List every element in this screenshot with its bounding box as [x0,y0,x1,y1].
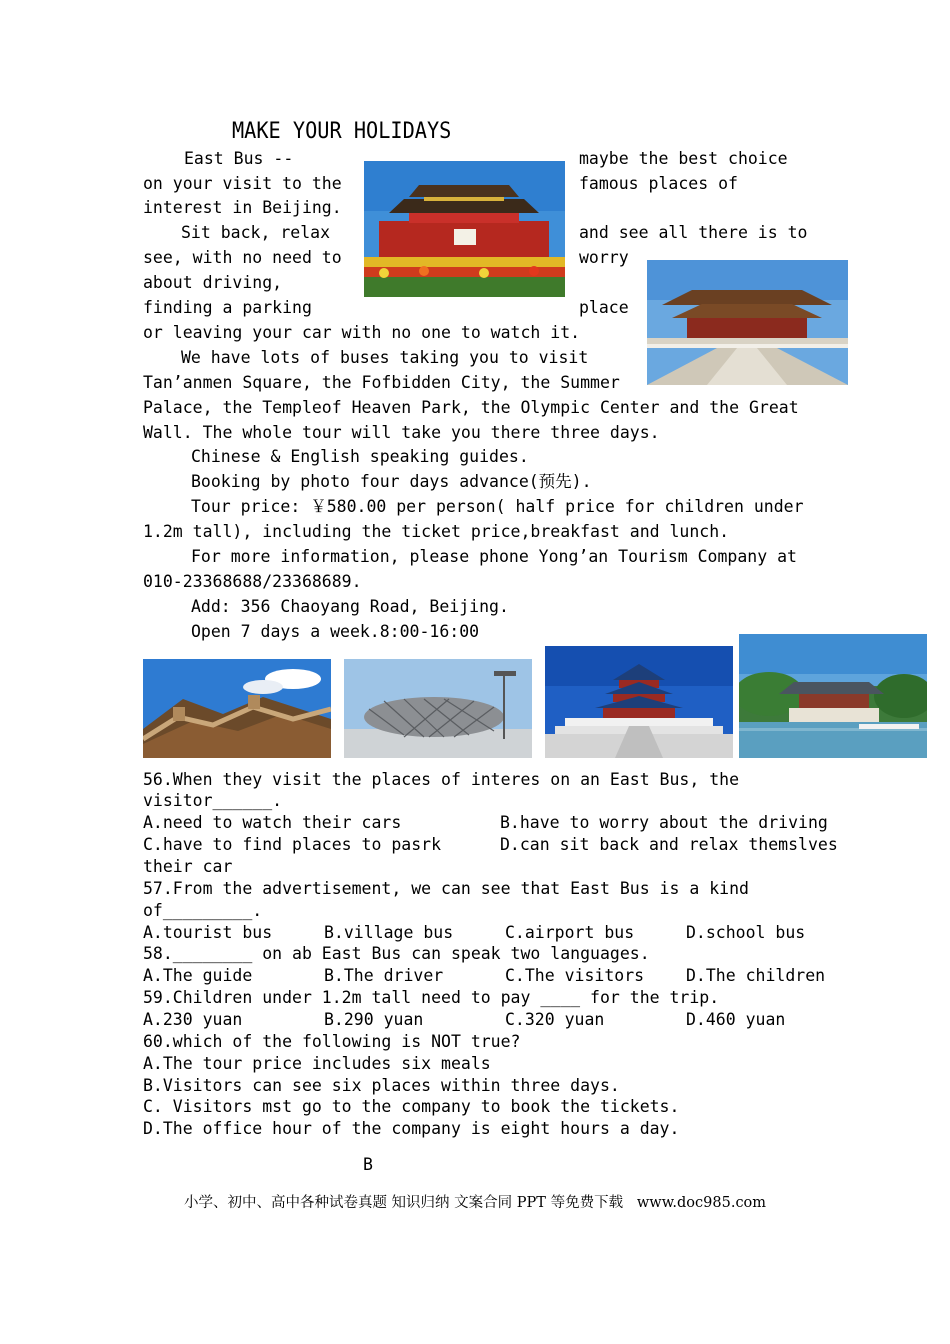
question-56: 56.When they visit the places of interes on an East Bus, the [143,770,740,789]
option-57-a: A.tourist bus [143,923,273,942]
option-56-cont: their car [143,857,233,876]
option-57-c: C.airport bus [505,923,635,942]
birds-nest-photo [344,659,532,758]
ad-text: Sit back, relax [181,223,331,242]
ad-text: For more information, please phone Yong’an Tourism Company at [191,547,797,566]
ad-text: place [579,298,629,317]
ad-text: We have lots of buses taking you to visit [181,348,589,367]
ad-text: Add: 356 Chaoyang Road, Beijing. [191,597,509,616]
ad-text: 1.2m tall), including the ticket price,breakfast and lunch. [143,522,730,541]
section-label: B [363,1155,373,1174]
option-56-b: B.have to worry about the driving [500,813,828,832]
ad-text: Wall. The whole tour will take you there three days. [143,423,660,442]
option-58-d: D.The children [686,966,826,985]
option-60-d: D.The office hour of the company is eight hours a day. [143,1119,680,1138]
summer-palace-photo [739,634,927,758]
question-58: 58.________ on ab East Bus can speak two languages. [143,944,650,963]
ad-text: maybe the best choice [579,149,788,168]
option-57-b: B.village bus [324,923,454,942]
ad-text: famous places of [579,174,738,193]
option-56-d: D.can sit back and relax themslves [500,835,838,854]
forbidden-city-photo [647,260,848,385]
ad-text: finding a parking [143,298,312,317]
option-58-c: C.The visitors [505,966,645,985]
ad-text: Chinese & English speaking guides. [191,447,529,466]
ad-text: and see all there is to [579,223,808,242]
option-59-c: C.320 yuan [505,1010,605,1029]
ad-text: interest in Beijing. [143,198,342,217]
ad-text: or leaving your car with no one to watch it. [143,323,581,342]
option-60-c: C. Visitors mst go to the company to book the tickets. [143,1097,680,1116]
ad-text: Tour price: ￥580.00 per person( half price for children under [191,497,804,516]
option-57-d: D.school bus [686,923,806,942]
ad-text: worry [579,248,629,267]
ad-text: Booking by photo four days advance(预先). [191,472,592,491]
option-58-b: B.The driver [324,966,444,985]
great-wall-photo [143,659,331,758]
tiananmen-photo [364,161,565,297]
temple-of-heaven-photo [545,646,733,758]
ad-text: about driving, [143,273,283,292]
option-59-b: B.290 yuan [324,1010,424,1029]
option-59-d: D.460 yuan [686,1010,786,1029]
option-60-a: A.The tour price includes six meals [143,1054,491,1073]
option-56-c: C.have to find places to pasrk [143,835,442,854]
ad-text: Tan’anmen Square, the Fofbidden City, the Summer [143,373,620,392]
ad-text: see, with no need to [143,248,342,267]
option-60-b: B.Visitors can see six places within three days. [143,1076,620,1095]
ad-text: 010-23368688/23368689. [143,572,362,591]
question-57: 57.From the advertisement, we can see that East Bus is a kind [143,879,749,898]
option-56-a: A.need to watch their cars [143,813,402,832]
footer-text: 小学、初中、高中各种试卷真题 知识归纳 文案合同 PPT 等免费下载 www.doc985.com [183,1195,767,1211]
question-60: 60.which of the following is NOT true? [143,1032,521,1051]
ad-text: East Bus -- [184,149,294,168]
option-59-a: A.230 yuan [143,1010,243,1029]
ad-text: Open 7 days a week.8:00-16:00 [191,622,480,641]
option-58-a: A.The guide [143,966,253,985]
ad-text: Palace, the Templeof Heaven Park, the Olympic Center and the Great [143,398,799,417]
question-59: 59.Children under 1.2m tall need to pay ____ for the trip. [143,988,720,1007]
page-title: MAKE YOUR HOLIDAYS [232,119,452,144]
question-56-cont: visitor______. [143,791,283,810]
ad-text: on your visit to the [143,174,342,193]
question-57-cont: of_________. [143,901,263,920]
